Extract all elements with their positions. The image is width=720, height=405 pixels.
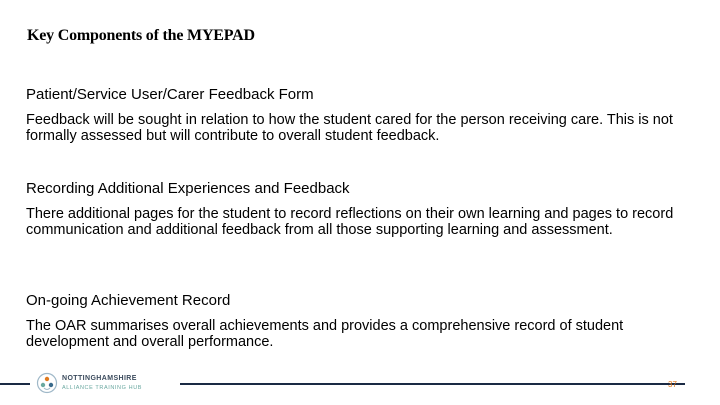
page-number: 37	[668, 380, 677, 389]
section-heading: On-going Achievement Record	[26, 292, 231, 309]
slide-title: Key Components of the MYEPAD	[27, 27, 255, 44]
footer-logo	[36, 372, 176, 396]
circular-logo-icon	[36, 372, 58, 394]
section-body: There additional pages for the student to record reflections on their own learning and pages to record communication and additional feedback from all those supporting learning and assessment.	[26, 206, 674, 238]
section-achievement-record	[26, 292, 686, 350]
section-body: The OAR summarises overall achievements and provides a comprehensive record of student development and overall performance.	[26, 318, 624, 350]
section-patient-feedback	[26, 86, 686, 144]
logo-text-secondary: ALLIANCE TRAINING HUB	[62, 385, 143, 391]
footer-divider-left	[0, 383, 30, 385]
logo-text-primary: NOTTINGHAMSHIRE	[62, 375, 137, 382]
section-additional-experiences	[26, 180, 686, 238]
footer-divider-right	[180, 383, 685, 385]
section-heading: Patient/Service User/Carer Feedback Form	[26, 86, 314, 103]
section-heading: Recording Additional Experiences and Feedback	[26, 180, 350, 197]
section-body: Feedback will be sought in relation to how the student cared for the person receiving care. This is not formally assessed but will contribute to overall student feedback.	[26, 112, 673, 144]
